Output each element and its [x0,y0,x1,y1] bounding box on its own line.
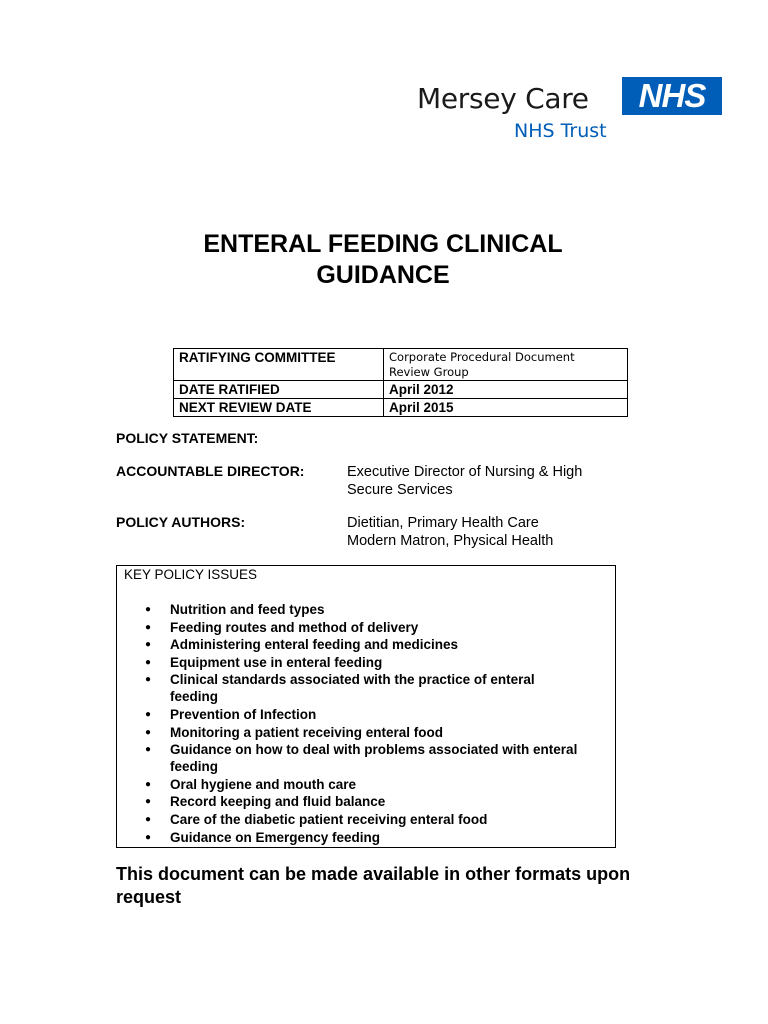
policy-statement-label: POLICY STATEMENT: [116,430,259,446]
next-review-date-value: April 2015 [384,399,628,417]
list-item: ● Nutrition and feed types [145,602,325,617]
ratifying-committee-value [384,349,628,381]
bullet-icon: ● [145,796,152,808]
nhs-logo-badge: NHS [622,77,722,115]
list-item: ● Equipment use in enteral feeding [145,654,383,670]
ratification-table [173,348,628,417]
bullet-icon: ● [145,778,152,790]
key-policy-issues-list [145,601,585,846]
key-policy-issues-box [116,565,616,848]
next-review-date-label: NEXT REVIEW DATE [174,399,384,417]
list-item: ● Record keeping and fluid balance [145,794,386,810]
alternative-formats-notice: This document can be made available in other formats upon request [116,864,631,907]
list-item: ● Administering enteral feeding and medicines [145,637,459,653]
logo-organization-name: Mersey Care [417,82,589,115]
bullet-icon: ● [145,604,152,615]
bullet-icon: ● [145,621,152,633]
document-title-line-1: ENTERAL FEEDING CLINICAL [203,230,563,258]
bullet-icon: ● [145,744,152,756]
bullet-icon: ● [145,674,152,686]
bullet-icon: ● [145,639,152,651]
bullet-icon: ● [145,813,152,825]
table-row [174,381,628,399]
accountable-director-value [347,463,582,499]
accountable-director-label: ACCOUNTABLE DIRECTOR: [116,463,305,479]
key-policy-issues-heading: KEY POLICY ISSUES [124,567,258,582]
ratifying-committee-label: RATIFYING COMMITTEE [174,349,384,381]
table-row [174,399,628,417]
list-item: ● Monitoring a patient receiving enteral food [145,724,444,740]
table-row [174,349,628,381]
logo-subtitle: NHS Trust [514,120,607,142]
list-item: ● Clinical standards associated with the practice of enteral feeding [145,672,535,705]
list-item: ● Care of the diabetic patient receiving enteral food [145,811,488,827]
list-item: ● Guidance on Emergency feeding [145,829,381,845]
document-title [100,229,666,291]
accountable-director-value-line-2: Secure Services [347,482,453,498]
policy-authors-value-line-1: Dietitian, Primary Health Care [347,515,539,531]
list-item: ● Feeding routes and method of delivery [145,619,419,635]
ratifying-committee-value-line-2: Review Group [389,365,469,379]
list-item: ● Prevention of Infection [145,706,317,722]
list-item: ● Guidance on how to deal with problems associated with enteral feeding [145,742,578,775]
policy-authors-label: POLICY AUTHORS: [116,514,246,530]
accountable-director-value-line-1: Executive Director of Nursing & High [347,464,583,480]
date-ratified-value: April 2012 [384,381,628,399]
policy-authors-value-line-2: Modern Matron, Physical Health [347,533,554,549]
bullet-icon: ● [145,708,152,720]
document-title-line-2: GUIDANCE [316,261,450,289]
bullet-icon: ● [145,831,152,843]
bullet-icon: ● [145,656,152,668]
list-item: ● Oral hygiene and mouth care [145,776,357,792]
bullet-icon: ● [145,726,152,738]
ratifying-committee-value-line-1: Corporate Procedural Document [389,350,575,364]
date-ratified-label: DATE RATIFIED [174,381,384,399]
policy-authors-value [347,514,553,550]
